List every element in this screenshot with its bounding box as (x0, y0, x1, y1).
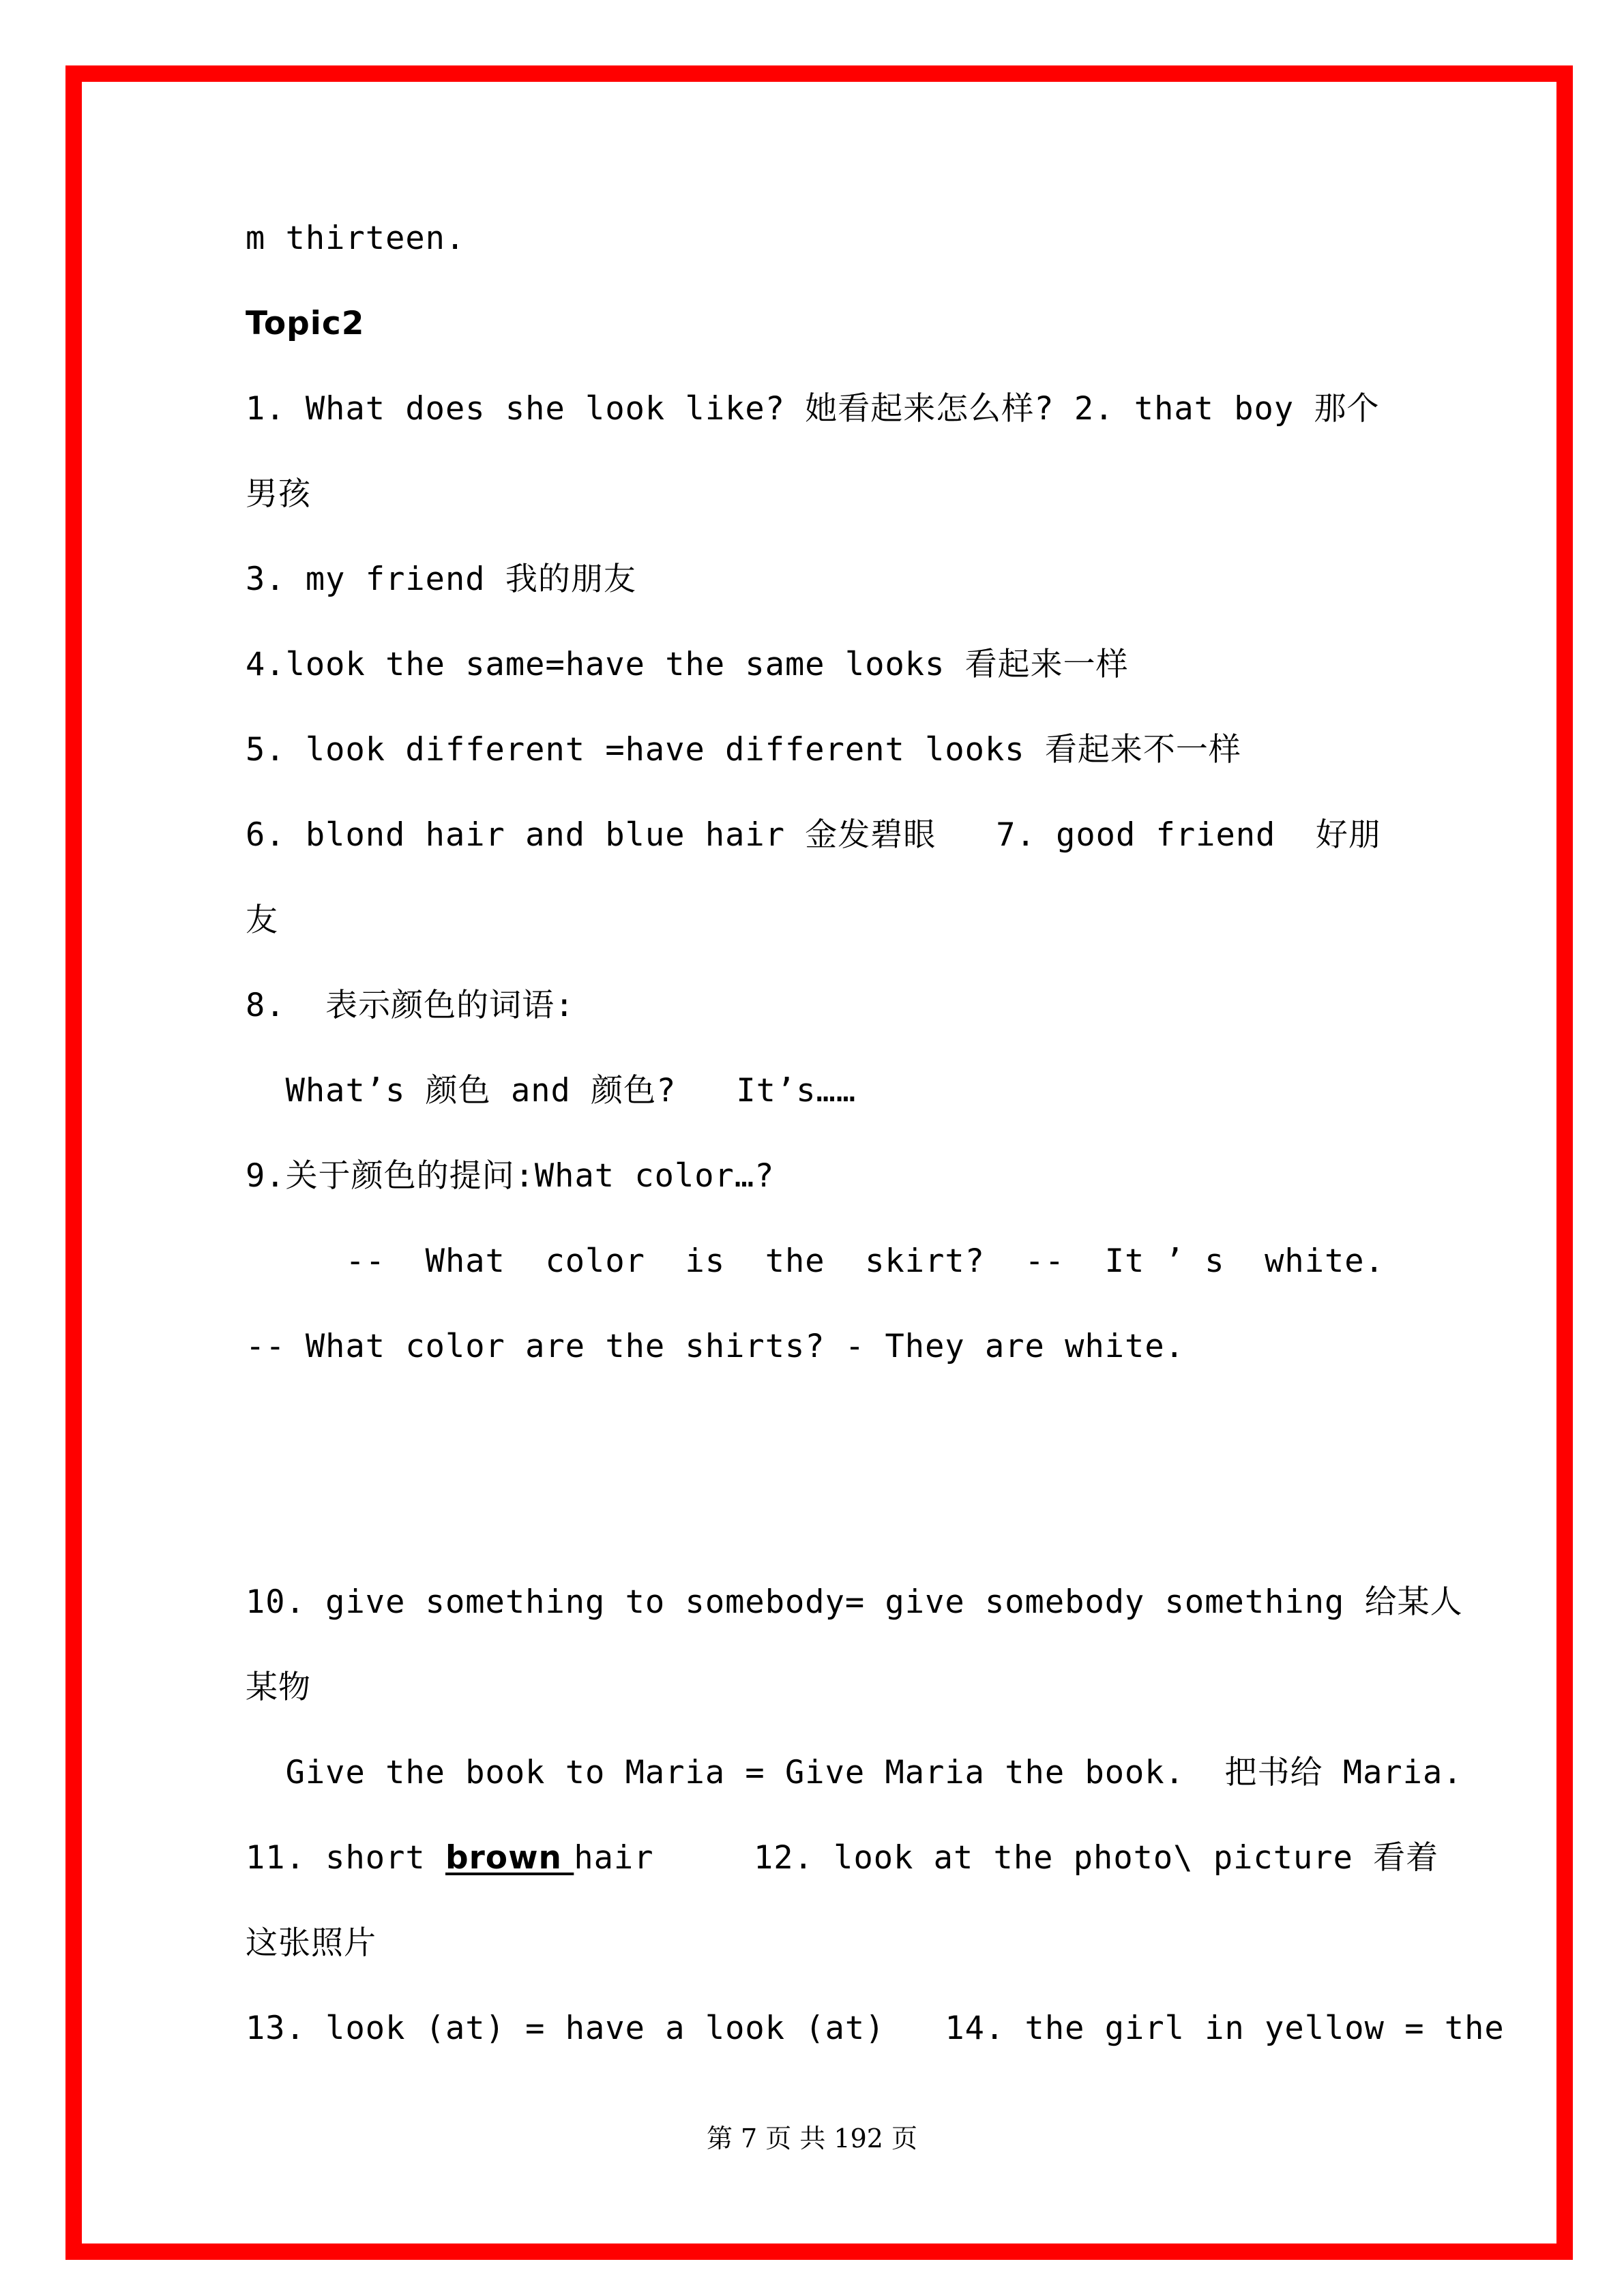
text-line: 9.关于颜色的提问:What color…? (246, 1157, 775, 1195)
document-body (246, 218, 1505, 2093)
emphasized-word: brown (445, 1839, 574, 1877)
topic-heading: Topic2 (246, 305, 365, 342)
text-segment: 11. short (246, 1839, 445, 1877)
text-line: 8. 表示颜色的词语: (246, 987, 575, 1024)
text-segment: hair 12. look at the photo\ picture 看着 (574, 1839, 1439, 1877)
text-line: What’s 颜色 and 颜色? It’s…… (246, 1072, 857, 1109)
text-line: 男孩 (246, 475, 311, 513)
text-line: m thirteen. (246, 220, 466, 257)
text-line (246, 1838, 1439, 1923)
text-line: Give the book to Maria = Give Maria the book. 把书给 Maria. (246, 1754, 1463, 1791)
text-line: 1. What does she look like? 她看起来怎么样? 2. that boy 那个 (246, 390, 1380, 428)
text-line: -- What color are the shirts? - They are white. (246, 1328, 1185, 1365)
text-line: -- What color is the skirt? -- It ’ s white. (246, 1242, 1385, 1280)
page-number-footer: 第 7 页 共 192 页 (706, 2123, 918, 2153)
text-line: 10. give something to somebody= give somebody something 给某人 (246, 1583, 1463, 1621)
spacer (246, 1412, 1405, 1582)
text-line: 友 (246, 901, 278, 939)
text-line: 13. look (at) = have a look (at) 14. the girl in yellow = the (246, 2010, 1505, 2047)
text-line: 3. my friend 我的朋友 (246, 561, 636, 598)
text-line: 4.look the same=have the same looks 看起来一样 (246, 646, 1129, 683)
text-line: 某物 (246, 1669, 311, 1706)
text-line: 6. blond hair and blue hair 金发碧眼 7. good friend 好朋 (246, 816, 1381, 854)
text-line: 这张照片 (246, 1924, 377, 1962)
text-line: 5. look different =have different looks 看起来不一样 (246, 731, 1241, 769)
